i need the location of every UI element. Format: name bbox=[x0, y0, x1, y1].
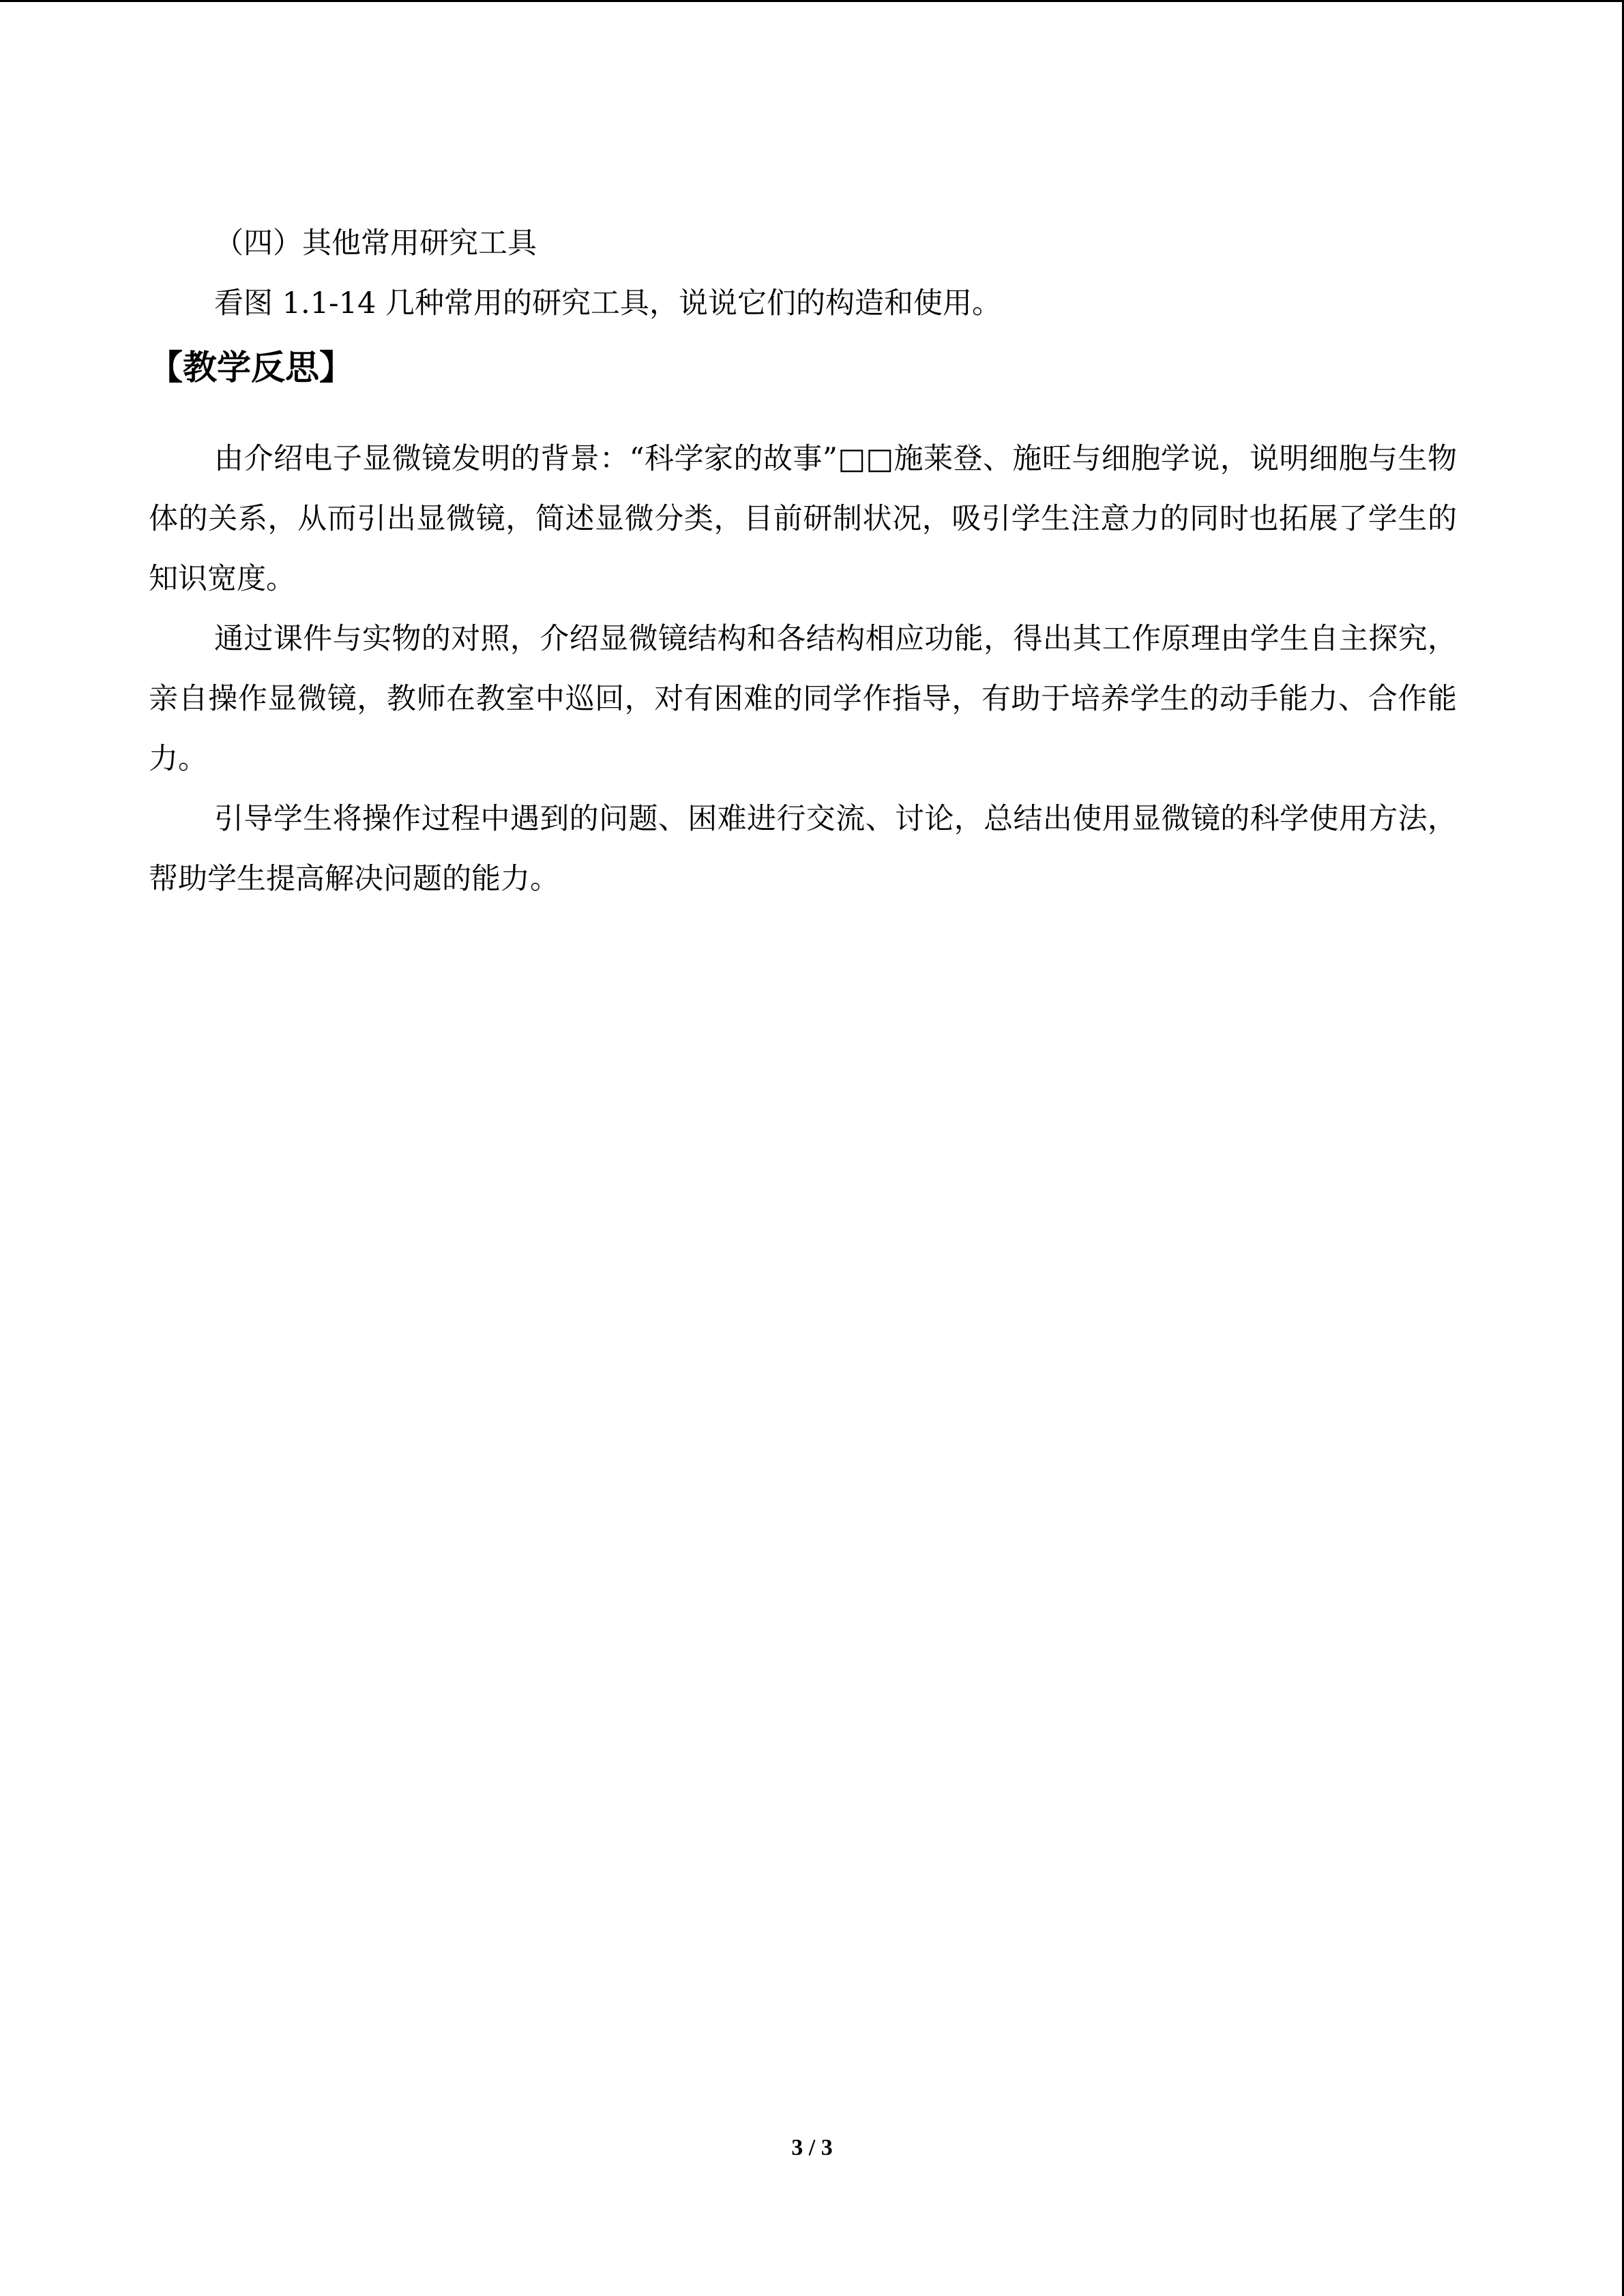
paragraph-1: 由介绍电子显微镜发明的背景：“科学家的故事”□□施莱登、施旺与细胞学说，说明细胞与生物体的关系，从而引出显微镜，简述显微分类，目前研制状况，吸引学生注意力的同时也拓展了学生的知识宽度。 bbox=[149, 442, 1457, 596]
section-title-teaching-reflection: 【教学反思】 bbox=[149, 348, 353, 387]
intro-line: 看图 1.1-14 几种常用的研究工具，说说它们的构造和使用。 bbox=[214, 286, 1001, 320]
paragraph-2: 通过课件与实物的对照，介绍显微镜结构和各结构相应功能，得出其工作原理由学生自主探究，亲自操作显微镜，教师在教室中巡回，对有困难的同学作指导，有助于培养学生的动手能力、合作能力。 bbox=[149, 622, 1457, 776]
subheading-other-tools: （四）其他常用研究工具 bbox=[214, 226, 537, 260]
paragraph-3: 引导学生将操作过程中遇到的问题、困难进行交流、讨论，总结出使用显微镜的科学使用方法，帮助学生提高解决问题的能力。 bbox=[149, 802, 1457, 896]
page-number: 3 / 3 bbox=[791, 2135, 833, 2160]
page-content bbox=[149, 213, 1457, 909]
